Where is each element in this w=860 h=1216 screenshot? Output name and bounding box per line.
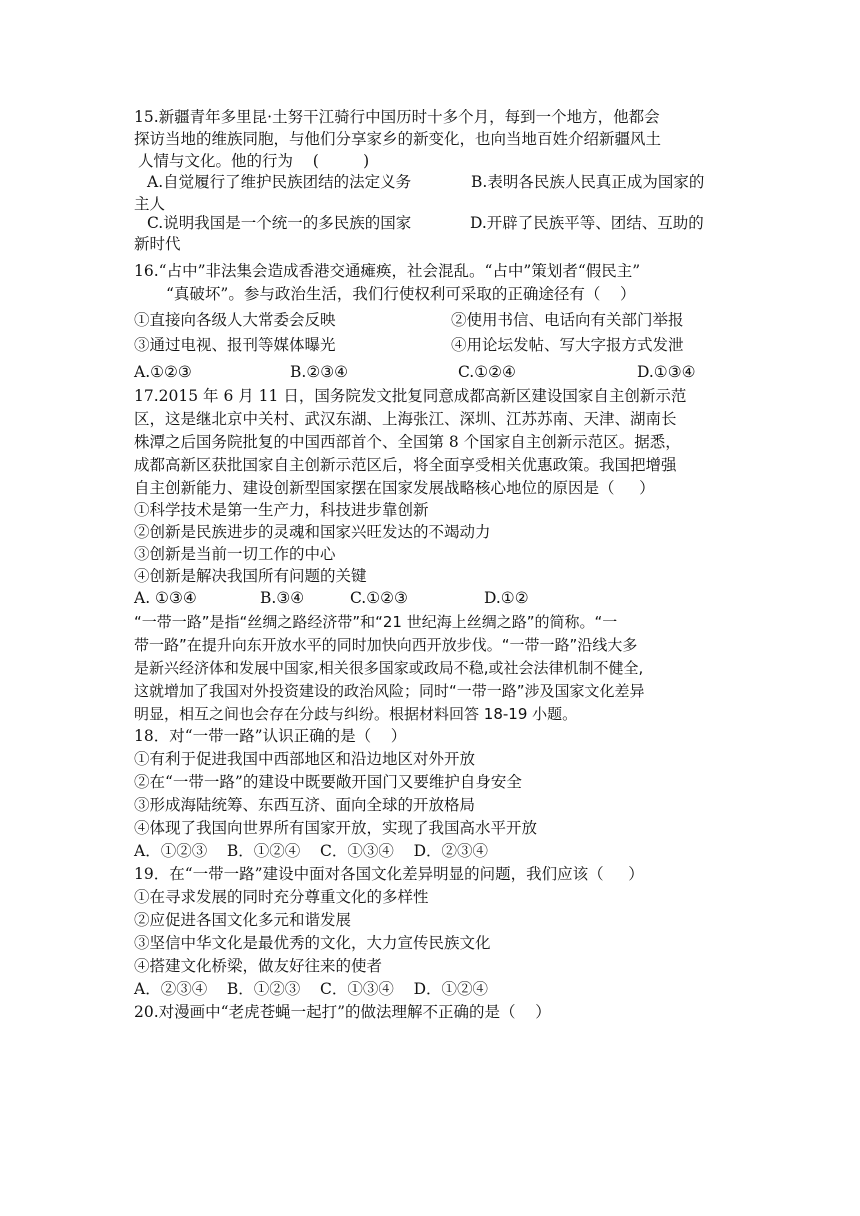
q15-stem-line-2: 探访当地的维族同胞，与他们分享家乡的新变化，也向当地百姓介绍新疆风土 (134, 130, 662, 148)
q15-option-b: B.表明各民族人民真正成为国家的 (471, 173, 705, 191)
q19-options: A．②③④ B．①②③ C．①③④ D．①②④ (134, 980, 488, 998)
q17-option-c: C.①②③ (350, 589, 408, 607)
q19-item-4: ④搭建文化桥梁，做友好往来的使者 (134, 957, 383, 975)
material-line-4: 这就增加了我国对外投资建设的政治风险；同时“一带一路”涉及国家文化差异 (134, 682, 645, 700)
q16-item-4: ④用论坛发帖、写大字报方式发泄 (451, 336, 684, 354)
q18-item-3: ③形成海陆统筹、东西互济、面向全球的开放格局 (134, 796, 476, 814)
q16-option-d: D.①③④ (637, 363, 696, 381)
q17-option-a: A. ①③④ (134, 589, 197, 607)
q19-item-1: ①在寻求发展的同时充分尊重文化的多样性 (134, 888, 429, 906)
q17-option-d: D.①② (484, 589, 529, 607)
q17-stem-line-4: 成都高新区获批国家自主创新示范区后，将全面享受相关优惠政策。我国把增强 (134, 456, 677, 474)
q16-stem-line-2: “真破坏”。参与政治生活，我们行使权利可采取的正确途径有（ ） (166, 285, 636, 303)
q17-option-b: B.③④ (260, 589, 305, 607)
q16-option-a: A.①②③ (134, 363, 192, 381)
q20-stem: 20.对漫画中“老虎苍蝇一起打”的做法理解不正确的是（ ） (134, 1003, 551, 1021)
q16-item-3: ③通过电视、报刊等媒体曝光 (134, 336, 336, 354)
q16-stem-line-1: 16.“占中”非法集会造成香港交通瘫痪，社会混乱。“占中”策划者“假民主” (134, 262, 641, 280)
q18-item-4: ④体现了我国向世界所有国家开放，实现了我国高水平开放 (134, 819, 538, 837)
q17-stem-line-5: 自主创新能力、建设创新型国家摆在国家发展战略核心地位的原因是（ ） (134, 479, 655, 497)
material-line-5: 明显，相互之间也会存在分歧与纠纷。根据材料回答 18-19 小题。 (134, 705, 578, 723)
material-line-1: “一带一路”是指“丝绸之路经济带”和“21 世纪海上丝绸之路”的简称。“一 (134, 613, 618, 631)
q17-stem-line-2: 区，这是继北京中关村、武汉东湖、上海张江、深圳、江苏苏南、天津、湖南长 (134, 410, 677, 428)
q17-stem-line-3: 株潭之后国务院批复的中国西部首个、全国第 8 个国家自主创新示范区。据悉， (134, 433, 681, 451)
q18-stem: 18．对“一带一路”认识正确的是（ ） (134, 727, 407, 745)
q15-stem-line-3: 人情与文化。他的行为 ( ) (138, 152, 370, 170)
material-line-2: 带一路”在提升向东开放水平的同时加快向西开放步伐。“一带一路”沿线大多 (134, 636, 638, 654)
q15-stem-line-1: 15.新疆青年多里昆·土努干江骑行中国历时十多个月，每到一个地方，他都会 (134, 108, 660, 126)
q18-item-1: ①有利于促进我国中西部地区和沿边地区对外开放 (134, 750, 476, 768)
q17-item-3: ③创新是当前一切工作的中心 (134, 545, 336, 563)
q15-option-a: A.自觉履行了维护民族团结的法定义务 (147, 173, 412, 191)
q17-item-4: ④创新是解决我国所有问题的关键 (134, 567, 367, 585)
q19-stem: 19．在“一带一路”建设中面对各国文化差异明显的问题，我们应该（ ） (134, 865, 644, 883)
q15-option-d-cont: 新时代 (134, 235, 181, 253)
q16-item-1: ①直接向各级人大常委会反映 (134, 311, 336, 329)
q16-item-2: ②使用书信、电话向有关部门举报 (451, 311, 684, 329)
material-line-3: 是新兴经济体和发展中国家,相关很多国家或政局不稳,或社会法律机制不健全, (134, 659, 644, 677)
q19-item-3: ③坚信中华文化是最优秀的文化，大力宣传民族文化 (134, 934, 491, 952)
q15-option-b-cont: 主人 (134, 195, 166, 213)
q18-options: A．①②③ B．①②④ C．①③④ D．②③④ (134, 842, 488, 860)
q17-stem-line-1: 17.2015 年 6 月 11 日，国务院发文批复同意成都高新区建设国家自主创新示范 (134, 387, 687, 405)
q15-option-d: D.开辟了民族平等、团结、互助的 (470, 214, 704, 232)
q17-item-1: ①科学技术是第一生产力，科技进步靠创新 (134, 501, 429, 519)
q16-option-c: C.①②④ (458, 363, 516, 381)
q16-option-b: B.②③④ (290, 363, 349, 381)
q19-item-2: ②应促进各国文化多元和谐发展 (134, 911, 352, 929)
q18-item-2: ②在“一带一路”的建设中既要敞开国门又要维护自身安全 (134, 773, 522, 791)
q17-item-2: ②创新是民族进步的灵魂和国家兴旺发达的不竭动力 (134, 523, 491, 541)
q15-option-c: C.说明我国是一个统一的多民族的国家 (147, 214, 412, 232)
